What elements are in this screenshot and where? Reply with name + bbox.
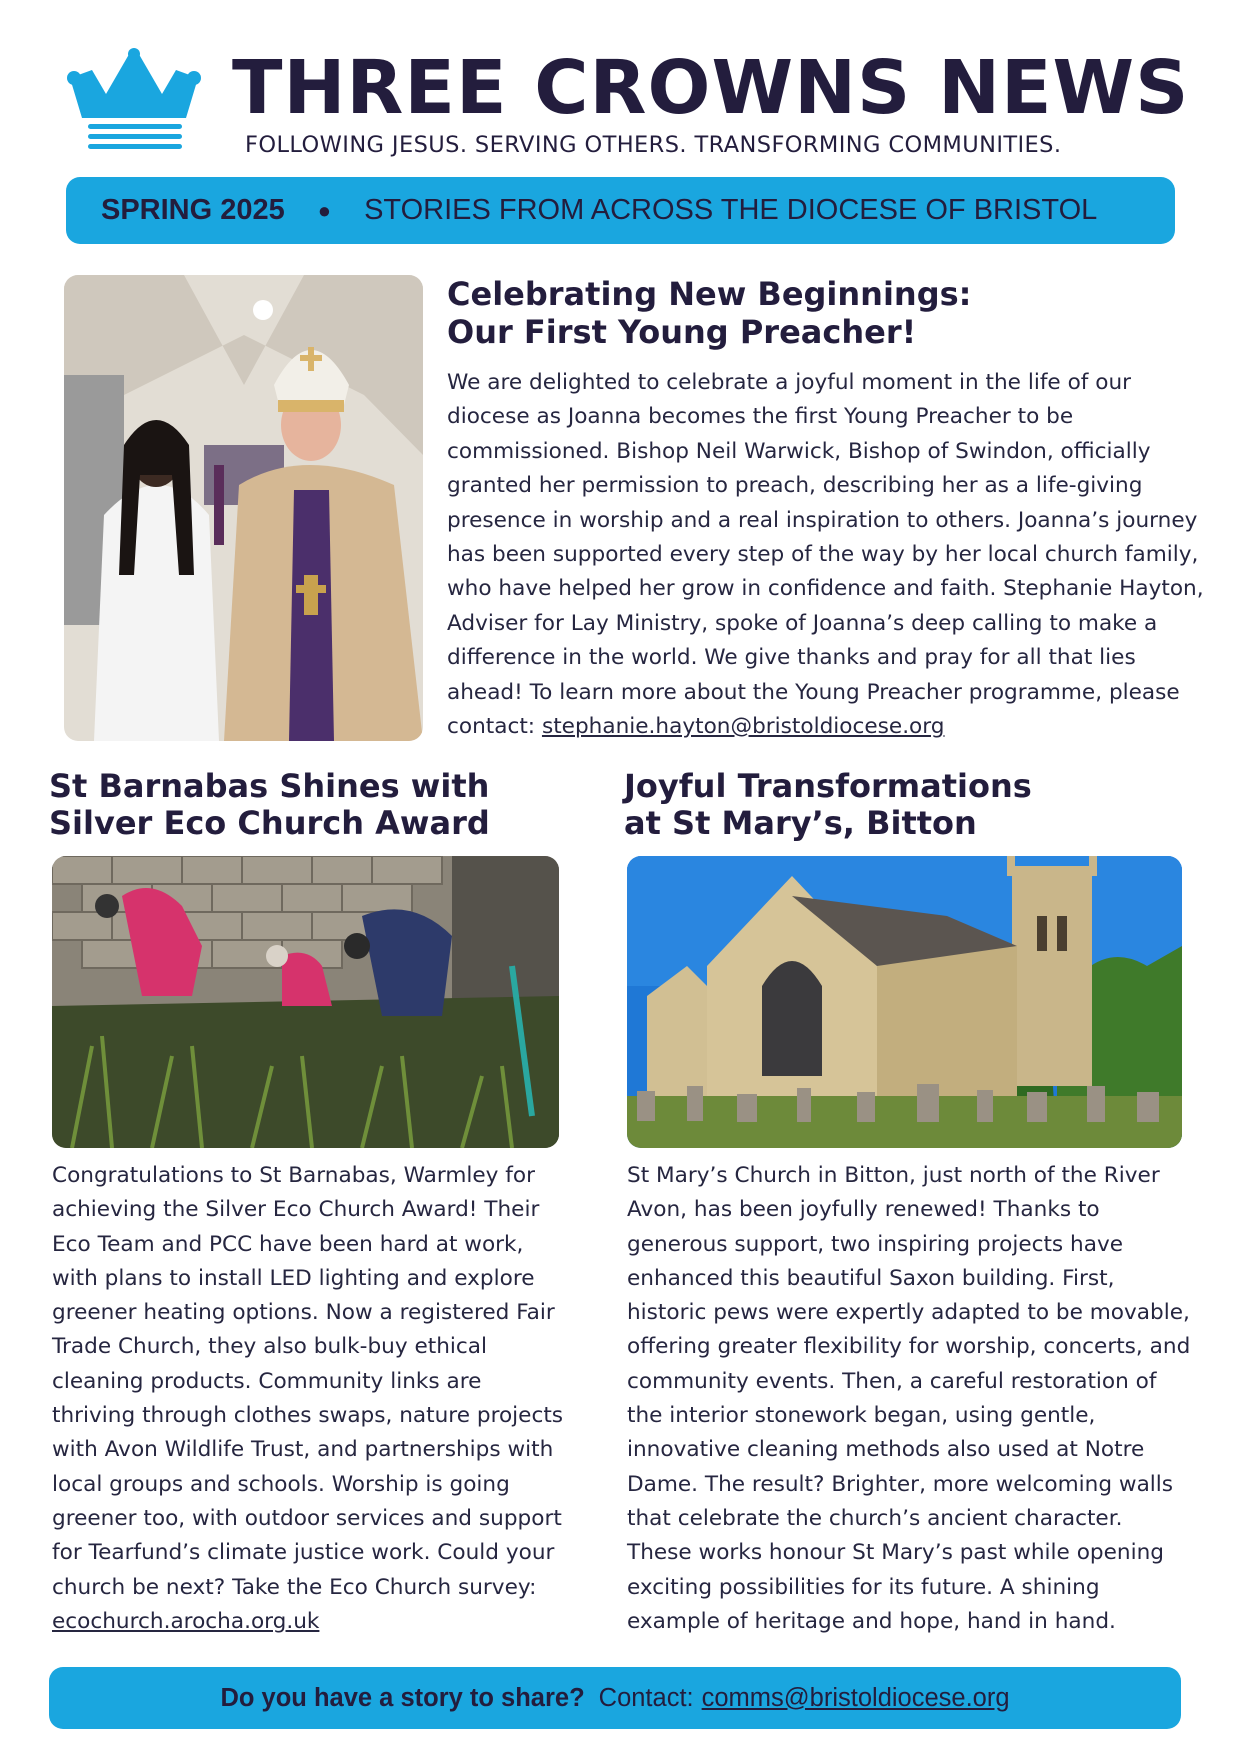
story-body-young-preacher — [447, 366, 1204, 744]
newsletter-title: THREE CROWNS NEWS — [232, 45, 1190, 131]
story-title-young-preacher — [447, 275, 971, 351]
story-body-line: achieving the Silver Eco Church Award! Their — [52, 1197, 540, 1223]
story-body-line: commissioned. Bishop Neil Warwick, Bishop of Swindon, officially — [447, 438, 1151, 464]
story-body-line: for Tearfund’s climate justice work. Could your — [52, 1540, 555, 1566]
story-body-line: exciting possibilities for its future. A shining — [627, 1574, 1100, 1600]
story-body-line: These works honour St Mary’s past while opening — [627, 1540, 1164, 1566]
story-body-line: with Avon Wildlife Trust, and partnerships with — [52, 1437, 554, 1463]
story-body-eco-church — [52, 1159, 563, 1639]
story-body-line: difference in the world. We give thanks and pray for all that lies — [447, 645, 1136, 671]
story-body-line: We are delighted to celebrate a joyful moment in the life of our — [447, 370, 1132, 395]
story-submission-footer — [49, 1667, 1181, 1729]
story-body-line: St Mary’s Church in Bitton, just north of the River — [627, 1163, 1160, 1188]
story-body-line: cleaning products. Community links are — [52, 1368, 482, 1394]
story-title-line: Silver Eco Church Award — [49, 804, 490, 842]
story-title-line: Our First Young Preacher! — [447, 313, 917, 351]
story-title-line: St Barnabas Shines with — [49, 767, 490, 805]
story-body-line: Trade Church, they also bulk-buy ethical — [52, 1334, 488, 1360]
story-body-line: greener too, with outdoor services and support — [52, 1505, 562, 1531]
story-body-line: Dame. The result? Brighter, more welcoming walls — [627, 1471, 1174, 1497]
story-body-line: historic pews were expertly adapted to be movable, — [627, 1300, 1190, 1326]
story-body-line: generous support, two inspiring projects have — [627, 1231, 1124, 1257]
banner-separator: ● — [317, 197, 332, 223]
contact-prefix: contact: — [447, 714, 542, 740]
preacher-contact-email-link[interactable]: stephanie.hayton@bristoldiocese.org — [541, 714, 945, 740]
story-body-line: Congratulations to St Barnabas, Warmley for — [52, 1163, 535, 1188]
issue-subtitle: STORIES FROM ACROSS THE DIOCESE OF BRISTOL — [364, 194, 1098, 226]
story-body-line: church be next? Take the Eco Church survey: — [52, 1574, 537, 1600]
story-body-line: who have helped her grow in confidence and faith. Stephanie Hayton, — [447, 576, 1204, 602]
story-body-line: innovative cleaning methods also used at Notre — [627, 1437, 1145, 1463]
story-body-line: granted her permission to preach, describing her as a life-giving — [447, 473, 1143, 499]
story-body-line: community events. Then, a careful restoration of — [627, 1368, 1157, 1394]
story-body-line: offering greater flexibility for worship, concerts, and — [627, 1334, 1191, 1360]
story-title-line: Celebrating New Beginnings: — [447, 275, 972, 313]
story-title-st-marys — [624, 768, 1032, 842]
issue-season: SPRING 2025 — [101, 194, 285, 226]
story-body-line: that celebrate the church’s ancient character. — [627, 1505, 1123, 1531]
footer-question: Do you have a story to share? — [220, 1683, 585, 1712]
story-body-line: has been supported every step of the way by her local church family, — [447, 542, 1199, 568]
story-body-line: presence in worship and a real inspiration to others. Joanna’s journey — [447, 507, 1198, 533]
story-body-line: Eco Team and PCC have been hard at work, — [52, 1231, 524, 1257]
story-body-line: with plans to install LED lighting and explore — [52, 1265, 535, 1291]
comms-email-link[interactable]: comms@bristoldiocese.org — [701, 1683, 1010, 1712]
newsletter-tagline: FOLLOWING JESUS. SERVING OTHERS. TRANSFORMING COMMUNITIES. — [245, 132, 1062, 158]
story-body-line: Adviser for Lay Ministry, spoke of Joanna’s deep calling to make a — [447, 610, 1158, 636]
eco-gardening-photo — [52, 856, 559, 1148]
story-body-line: local groups and schools. Worship is going — [52, 1471, 510, 1497]
st-marys-church-photo — [627, 856, 1182, 1148]
young-preacher-photo — [64, 275, 423, 741]
issue-banner — [66, 177, 1175, 244]
story-body-line: thriving through clothes swaps, nature projects — [52, 1403, 564, 1429]
story-body-line: Avon, has been joyfully renewed! Thanks to — [627, 1197, 1100, 1223]
story-title-line: at St Mary’s, Bitton — [624, 804, 977, 842]
story-body-line: greener heating options. Now a registered Fair — [52, 1300, 555, 1326]
crown-icon — [66, 48, 202, 152]
story-body-line: diocese as Joanna becomes the first Young Preacher to be — [447, 404, 1074, 430]
story-body-line: ahead! To learn more about the Young Preacher programme, please — [447, 679, 1180, 705]
story-title-eco-church — [49, 768, 490, 842]
story-body-line: the interior stonework began, using gentle, — [627, 1403, 1096, 1429]
story-body-line: example of heritage and hope, hand in hand. — [627, 1608, 1116, 1634]
footer-contact-label: Contact: — [598, 1683, 694, 1712]
story-body-line: enhanced this beautiful Saxon building. First, — [627, 1265, 1115, 1291]
story-body-st-marys — [627, 1159, 1190, 1639]
story-body-line — [447, 710, 1204, 744]
story-title-line: Joyful Transformations — [624, 767, 1032, 805]
eco-church-survey-link[interactable]: ecochurch.arocha.org.uk — [52, 1608, 320, 1634]
